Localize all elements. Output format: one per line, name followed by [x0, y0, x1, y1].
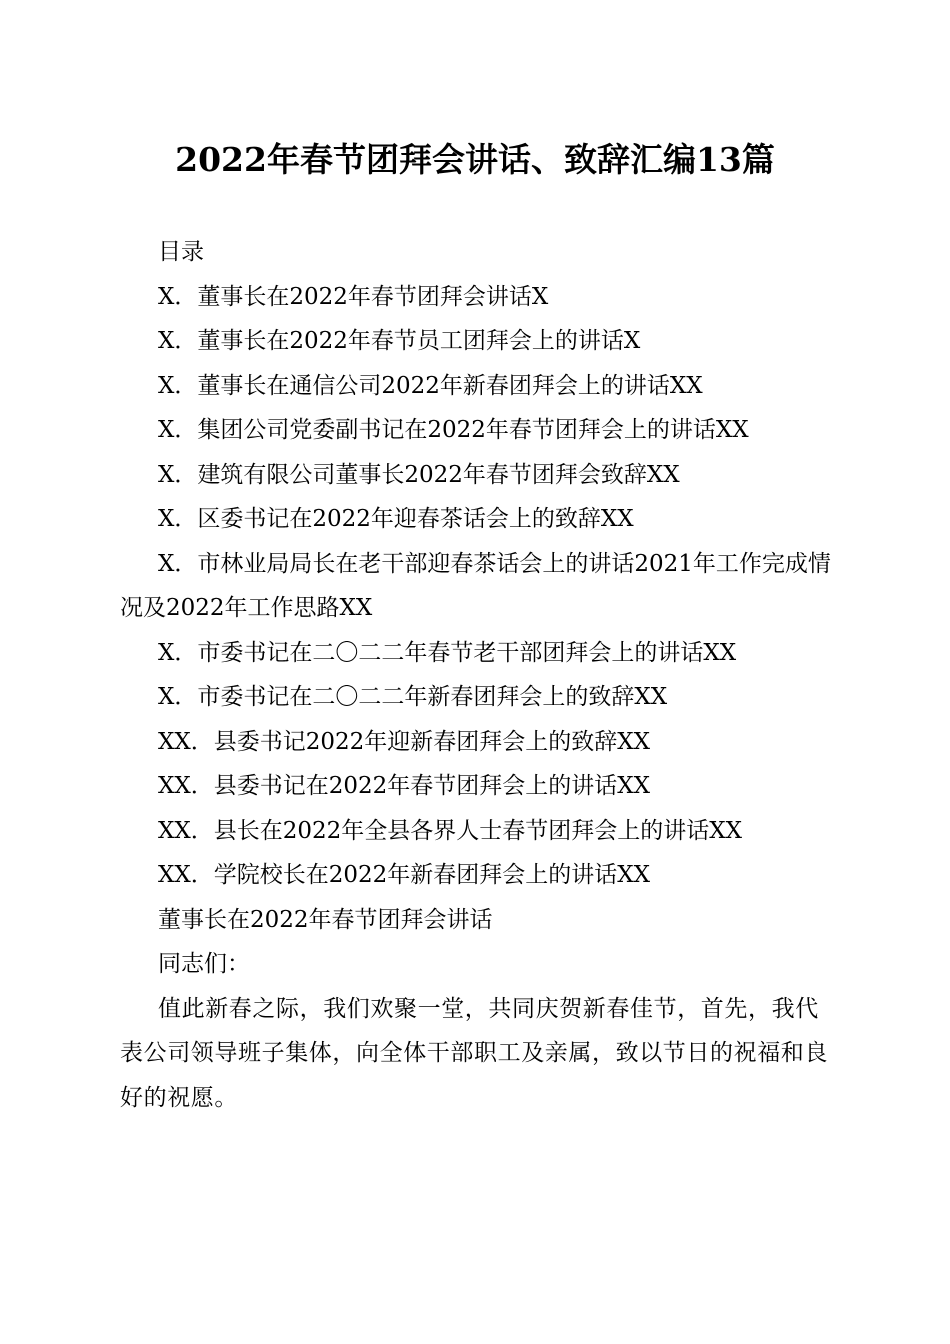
table-of-contents	[120, 275, 832, 898]
toc-item: X．建筑有限公司董事长2022年春节团拜会致辞XX	[158, 461, 680, 488]
toc-item: XX．学院校长在2022年新春团拜会上的讲话XX	[158, 862, 651, 888]
document-body	[120, 230, 832, 1120]
toc-item: X．市林业局局长在老干部迎春茶话会上的讲话2021年工作完成情况及2022年工作思路XX	[120, 550, 831, 621]
toc-item: X．董事长在2022年春节团拜会讲话X	[158, 283, 549, 310]
speech-title: 董事长在2022年春节团拜会讲话	[158, 906, 493, 933]
body-paragraph: 值此新春之际，我们欢聚一堂，共同庆贺新春佳节，首先，我代表公司领导班子集体，向全体干部职工及亲属，致以节日的祝福和良好的祝愿。	[120, 995, 828, 1111]
toc-heading: 目录	[158, 239, 204, 265]
toc-item: X．集团公司党委副书记在2022年春节团拜会上的讲话XX	[158, 417, 749, 443]
toc-item: XX．县长在2022年全县各界人士春节团拜会上的讲话XX	[158, 817, 743, 844]
document-title: 2022年春节团拜会讲话、致辞汇编13篇	[175, 140, 775, 179]
salutation: 同志们：	[158, 951, 250, 977]
toc-item: X．市委书记在二〇二二年新春团拜会上的致辞XX	[158, 684, 668, 710]
toc-item: XX．县委书记2022年迎新春团拜会上的致辞XX	[158, 728, 651, 755]
toc-item: XX．县委书记在2022年春节团拜会上的讲话XX	[158, 773, 651, 799]
toc-item: X．区委书记在2022年迎春茶话会上的致辞XX	[158, 506, 634, 532]
toc-item: X．市委书记在二〇二二年春节老干部团拜会上的讲话XX	[158, 639, 737, 666]
toc-item: X．董事长在通信公司2022年新春团拜会上的讲话XX	[158, 372, 703, 399]
toc-item: X．董事长在2022年春节员工团拜会上的讲话X	[158, 328, 641, 354]
